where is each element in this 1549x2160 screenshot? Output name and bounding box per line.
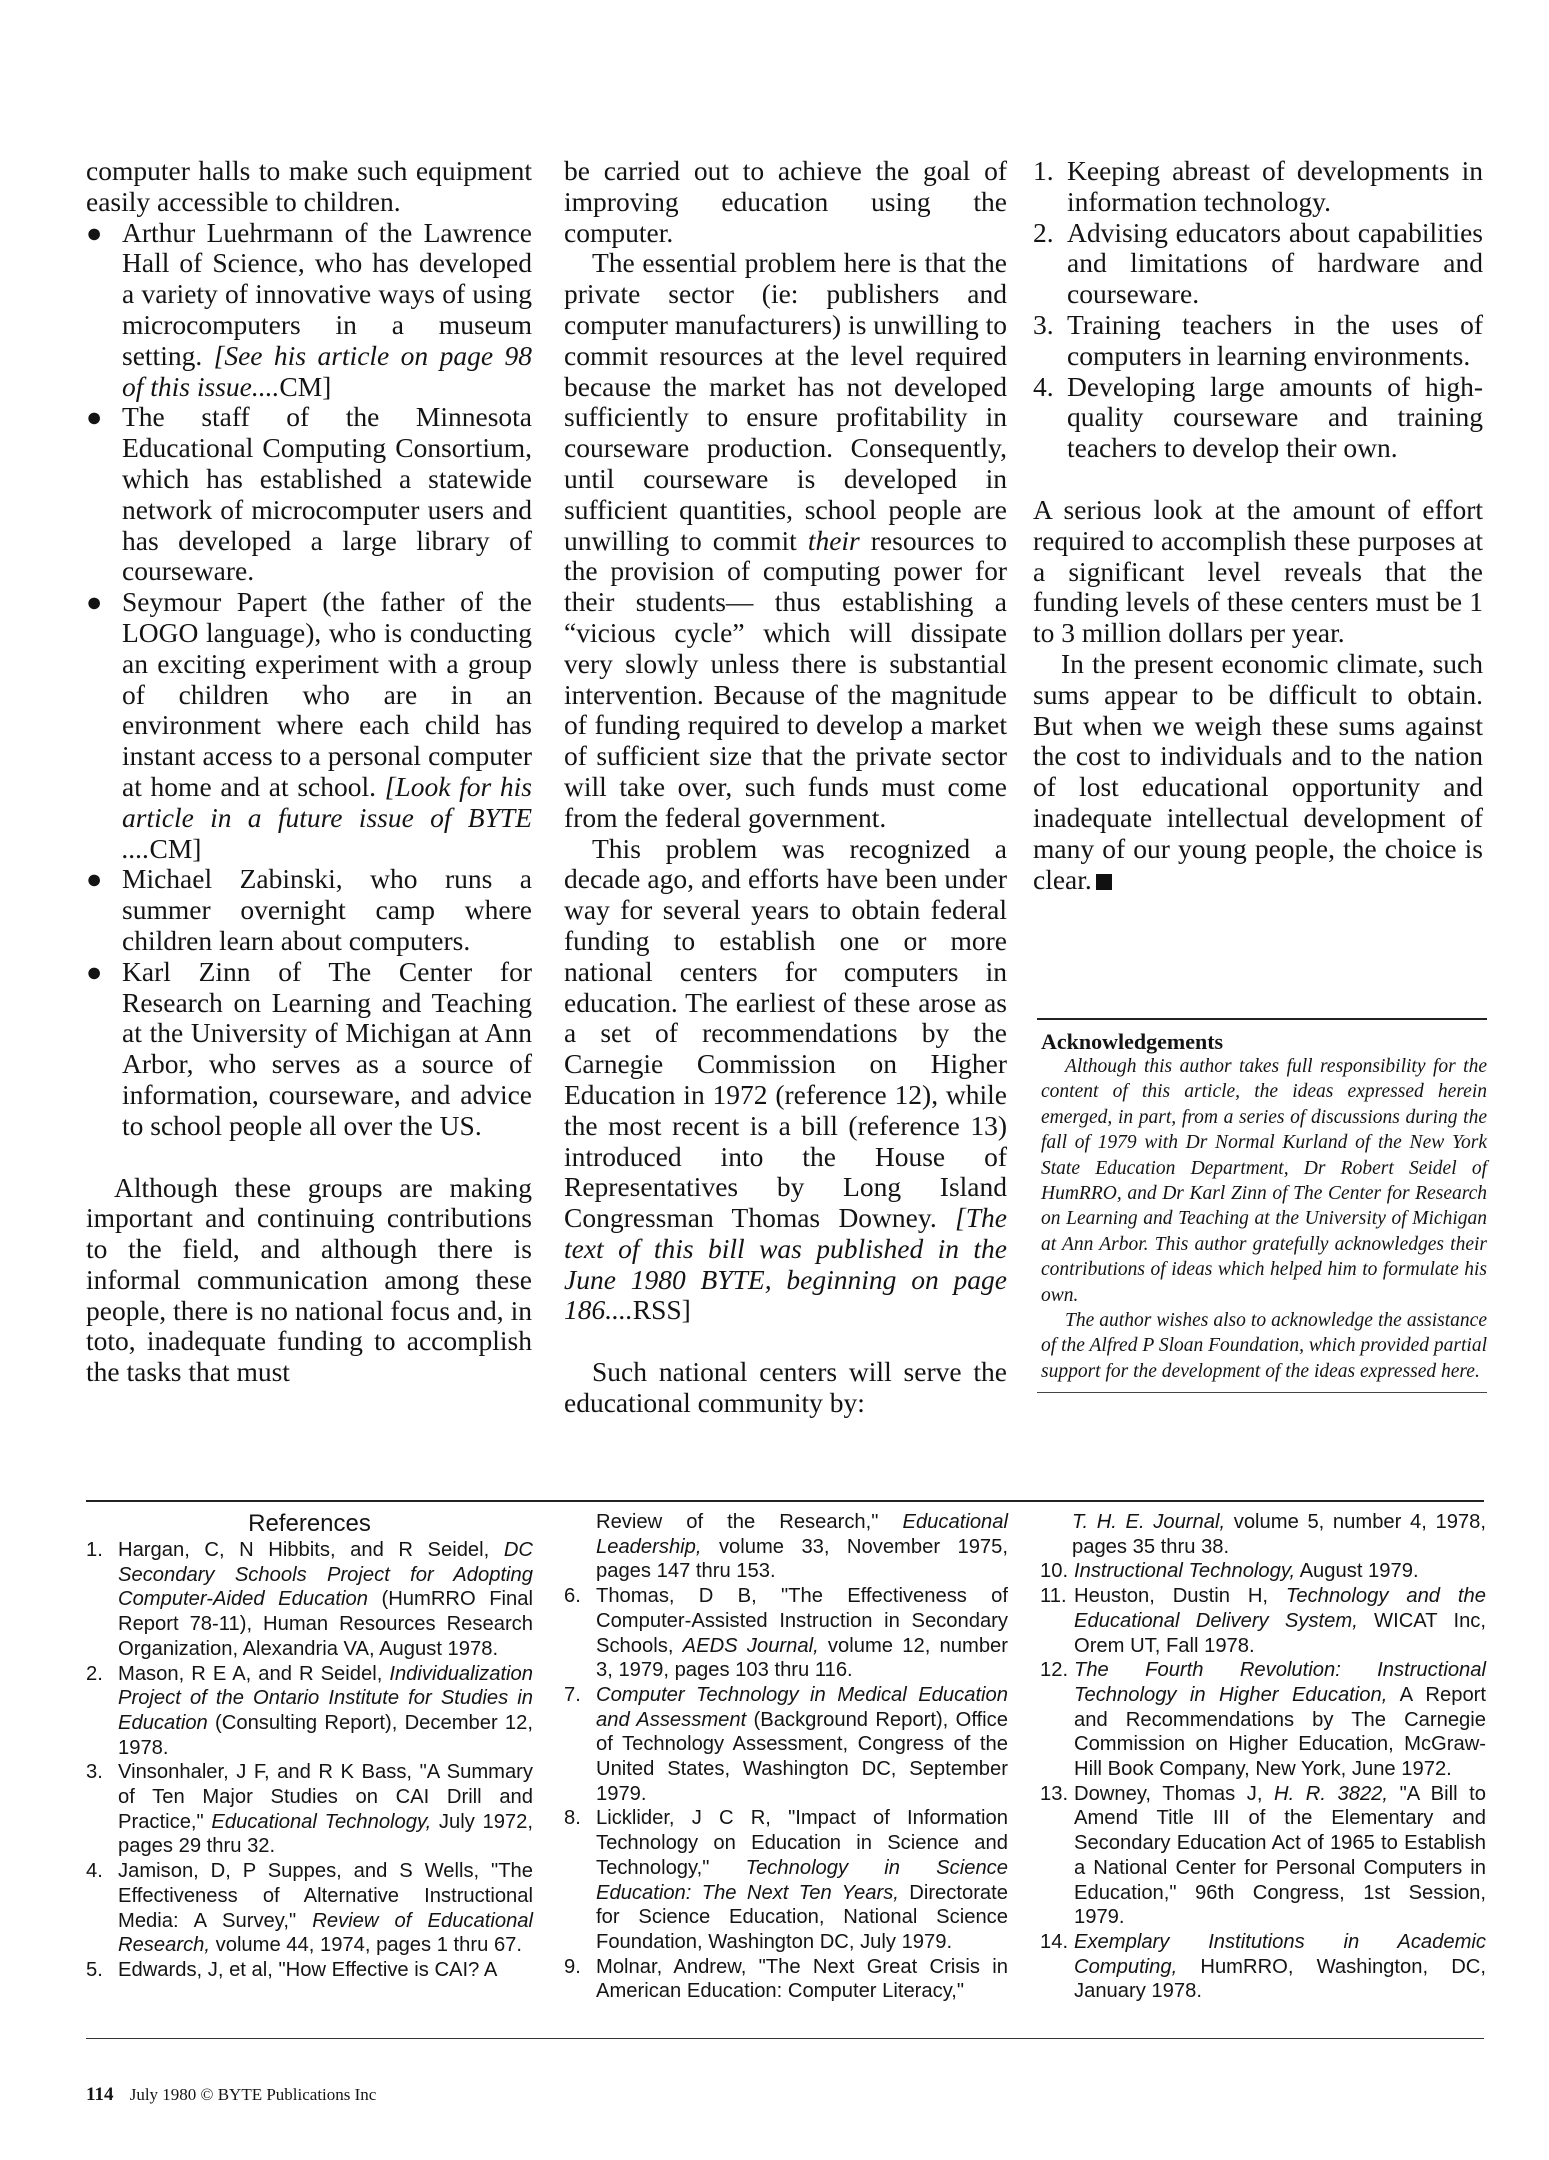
references-column-3	[1040, 1510, 1486, 2004]
reference-item: 5. Edwards, J, et al, "How Effective is CAI? A	[86, 1958, 498, 1981]
list-item: ● Michael Zabinski, who runs a summer overnight camp where children learn about computers.	[86, 864, 532, 956]
references-heading: References	[248, 1510, 371, 1537]
reference-item: 3. Vinsonhaler, J F, and R K Bass, "A Summary of Ten Major Studies on CAI Drill and Practice," Educational Technology, July 1972, pages 29 thru 32.	[86, 1761, 533, 1858]
page-number: 114	[86, 2084, 114, 2105]
reference-item: 4. Jamison, D, P Suppes, and S Wells, "The Effectiveness of Alternative Instructional Media: A Survey," Review of Educational Research, volume 44, 1974, pages 1 thru 67.	[86, 1860, 534, 1957]
editor-note: [See his article on page 98 of this issue....CM]	[122, 339, 532, 402]
paragraph: In the present economic climate, such sums appear to be difficult to obtain. But when we weigh these sums against the cost to individuals and to the nation of lost educational opportunity and inadequate intellectual development of many of our young people, the choice is clear.	[1033, 647, 1483, 895]
end-of-article-mark	[1096, 874, 1112, 890]
reference-item: 6. Thomas, D B, "The Effectiveness of Computer-Assisted Instruction in Secondary Schools, AEDS Journal, volume 12, number 3, 1979, pages 103 thru 116.	[564, 1585, 1008, 1682]
article-column-2	[564, 156, 1007, 1419]
list-item: ● The staff of the Minnesota Educational Computing Consortium, which has established a statewide network of microcomputer users and has developed a large library of courseware.	[86, 402, 532, 587]
reference-item: 2. Mason, R E A, and R Seidel, Individualization Project of the Ontario Institute for Studies in Education (Consulting Report), December 12, 1978.	[86, 1662, 533, 1759]
article-column-1	[86, 156, 532, 1388]
acknowledgements-heading: Acknowledgements	[1041, 1029, 1224, 1054]
publication-line: July 1980 © BYTE Publications Inc	[129, 2085, 377, 2104]
reference-continuation: Review of the Research," Educational Leadership, volume 33, November 1975, pages 147 thru 153.	[596, 1511, 1008, 1583]
paragraph: be carried out to achieve the goal of improving education using the computer.	[564, 155, 1007, 248]
reference-item: 9. Molnar, Andrew, "The Next Great Crisis in American Education: Computer Literacy,"	[564, 1955, 1008, 2003]
paragraph: Such national centers will serve the educational community by:	[564, 1356, 1007, 1419]
reference-item: 1. Hargan, C, N Hibbits, and R Seidel, DC Secondary Schools Project for Adopting Computer-Aided Education (HumRRO Final Report 78-11), Human Resources Research Organization, Alexandria VA, August 1978.	[86, 1539, 533, 1660]
list-item: ● Arthur Luehrmann of the Lawrence Hall of Science, who has developed a variety of innovative ways of using microcomputers in a museum setting. [See his article on page 98 of this issue....CM]	[86, 218, 532, 403]
paragraph: The essential problem here is that the private sector (ie: publishers and computer manufacturers) is unwilling to commit resources at the level required because the market has not developed sufficiently to ensure profitability in courseware production. Consequently, until courseware is developed in sufficient quantities, school people are unwilling to commit their resources to the provision of computing power for their students— thus establishing a “vicious cycle” which will dissipate very slowly unless there is substantial intervention. Because of the magnitude of funding required to develop a market of sufficient size that the private sector will take over, such funds must come from the federal government.	[564, 247, 1007, 833]
references-column-2	[564, 1510, 1008, 2004]
page-footer	[86, 2084, 376, 2106]
list-item: 2. Advising educators about capabilities and limitations of hardware and courseware.	[1033, 216, 1483, 310]
references-top-rule	[86, 1500, 1484, 1502]
reference-item: 14. Exemplary Institutions in Academic Computing, HumRRO, Washington, DC, January 1978.	[1040, 1930, 1486, 2003]
groups-bullet-list	[86, 218, 532, 1142]
editor-note: [The text of this bill was published in the June 1980 BYTE, beginning on page 186....RSS]	[564, 1202, 1007, 1326]
article-column-3	[1033, 156, 1483, 895]
acknowledgements-text: Although this author takes full responsibility for the content of this article, the ideas expressed herein emerged, in part, from a series of discussions during the fall of 1979 with Dr Normal Kurland of the New York State Education Department, Dr Robert Seidel of HumRRO, and Dr Karl Zinn of The Center for Research on Learning and Teaching at the University of Michigan at Ann Arbor. This author gratefully acknowledges their contributions of ideas which helped him to formulate his own.	[1041, 1056, 1487, 1306]
reference-item: 8. Licklider, J C R, "Impact of Information Technology on Education in Science and Technology," Technology in Science Education: The Next Ten Years, Directorate for Science Education, National Science Foundation, Washington DC, July 1979.	[564, 1807, 1009, 1953]
acknowledgements-box	[1037, 1018, 1487, 1393]
list-item: 1. Keeping abreast of developments in information technology.	[1033, 155, 1483, 217]
list-item: ● Seymour Papert (the father of the LOGO language), who is conducting an exciting experiment with a group of children who are in an environment where each child has instant access to a personal computer at home and at school. [Look for his article in a future issue of BYTE ....CM]	[86, 587, 532, 864]
acknowledgements-text: The author wishes also to acknowledge the assistance of the Alfred P Sloan Foundation, which provided partial support for the development of the ideas expressed here.	[1041, 1310, 1487, 1382]
references-bottom-rule	[86, 2038, 1484, 2039]
paragraph-intro: computer halls to make such equipment easily accessible to children.	[86, 155, 532, 217]
centers-task-list	[1033, 156, 1483, 464]
reference-item: 10. Instructional Technology, August 1979.	[1040, 1560, 1419, 1583]
editor-note: [Look for his article in a future issue of BYTE ....CM]	[122, 770, 533, 864]
list-item: ● Karl Zinn of The Center for Research on Learning and Teaching at the University of Michigan at Ann Arbor, who serves as a source of information, courseware, and advice to school people all over the US.	[86, 957, 532, 1142]
list-item: 3. Training teachers in the uses of computers in learning environments.	[1033, 308, 1483, 371]
paragraph: Although these groups are making important and continuing contributions to the field, and although there is informal communication among these people, there is no national focus and, in toto, inadequate funding to accomplish the tasks that must	[86, 1171, 532, 1388]
reference-item: 12. The Fourth Revolution: Instructional Technology in Higher Education, A Report and Recommendations by The Carnegie Commission on Higher Education, McGraw-Hill Book Company, New York, June 1972.	[1040, 1659, 1487, 1781]
reference-item: 13. Downey, Thomas J, H. R. 3822, "A Bill to Amend Title III of the Elementary and Secondary Education Act of 1965 to Establish a National Center for Personal Computers in Education," 96th Congress, 1st Session, 1979.	[1040, 1782, 1486, 1929]
reference-item: 7. Computer Technology in Medical Education and Assessment (Background Report), Office of Technology Assessment, Congress of the United States, Washington DC, September 1979.	[564, 1683, 1008, 1805]
reference-continuation: T. H. E. Journal, volume 5, number 4, 1978, pages 35 thru 38.	[1072, 1511, 1486, 1558]
reference-item: 11. Heuston, Dustin H, Technology and the Educational Delivery System, WICAT Inc, Orem UT, Fall 1978.	[1040, 1585, 1486, 1657]
paragraph: This problem was recognized a decade ago, and efforts have been under way for several years to obtain federal funding to establish one or more national centers for computers in education. The earliest of these arose as a set of recommendations by the Carnegie Commission on Higher Education in 1972 (reference 12), while the most recent is a bill (reference 13) introduced into the House of Representatives by Long Island Congressman Thomas Downey. [The text of this bill was published in the June 1980 BYTE, beginning on page 186....RSS]	[564, 832, 1007, 1326]
list-item: 4. Developing large amounts of high-quality courseware and training teachers to develop their own.	[1033, 370, 1483, 464]
paragraph: A serious look at the amount of effort required to accomplish these purposes at a significant level reveals that the funding levels of these centers must be 1 to 3 million dollars per year.	[1033, 493, 1483, 649]
references-column-1	[86, 1510, 533, 1983]
